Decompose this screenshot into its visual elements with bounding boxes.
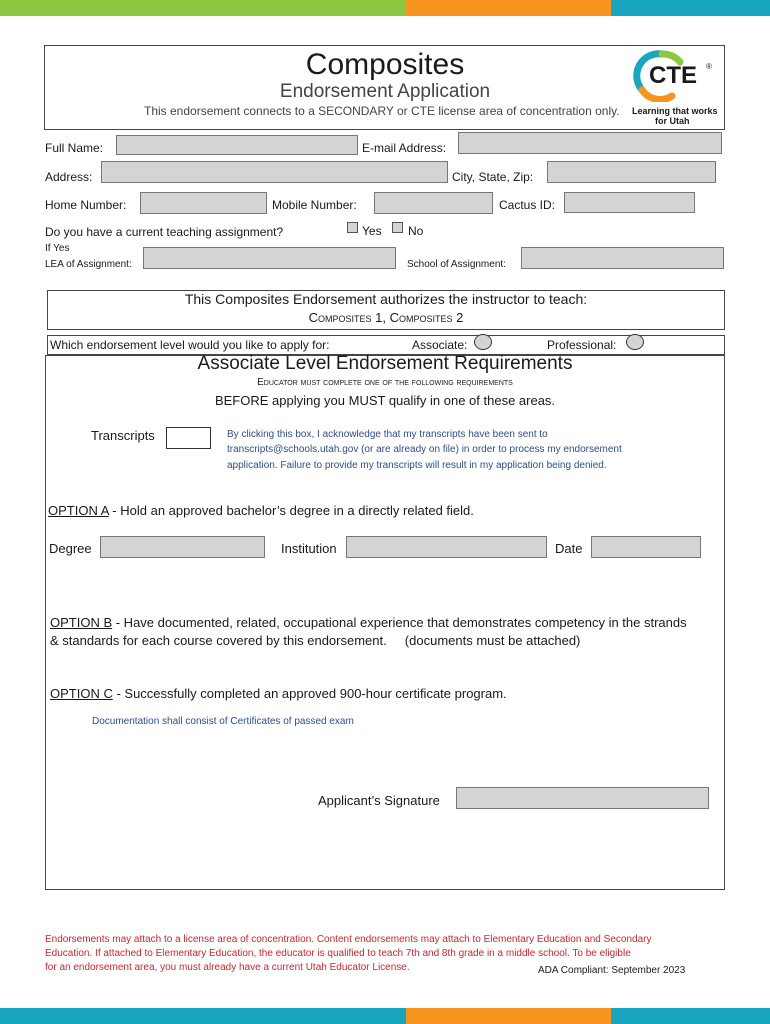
school-label: School of Assignment:	[407, 259, 506, 270]
teaching-question: Do you have a current teaching assignment?	[45, 225, 284, 239]
option-c-text: - Successfully completed an approved 900-hour certificate program.	[112, 686, 507, 701]
professional-radio[interactable]	[626, 334, 644, 350]
degree-label: Degree	[49, 541, 92, 556]
option-a-tag: OPTION A	[48, 503, 109, 518]
top-bar-teal	[611, 0, 770, 16]
mobile-number-field[interactable]	[374, 192, 493, 214]
signature-label: Applicant’s Signature	[318, 793, 440, 808]
cte-logo-registered: ®	[706, 62, 712, 71]
date-field[interactable]	[591, 536, 701, 558]
level-question: Which endorsement level would you like to apply for:	[50, 338, 330, 352]
cactus-id-field[interactable]	[564, 192, 695, 213]
authorizes-line-2: Composites 1, Composites 2	[308, 310, 464, 325]
bottom-bar-teal-right	[611, 1008, 770, 1024]
cactus-id-label: Cactus ID:	[499, 198, 556, 212]
bottom-bar-orange	[406, 1008, 611, 1024]
cte-logo	[632, 50, 716, 130]
date-label: Date	[555, 541, 583, 556]
option-c-tag: OPTION C	[50, 686, 113, 701]
ada-compliance: ADA Compliant: September 2023	[538, 965, 686, 976]
full-name-field[interactable]	[116, 135, 358, 155]
cte-tagline-2: for Utah	[655, 116, 690, 126]
cte-logo-text: CTE	[649, 62, 697, 89]
full-name-label: Full Name:	[45, 141, 104, 155]
email-field[interactable]	[458, 132, 722, 154]
requirements-sub-1: Educator must complete one of the following requirements	[257, 377, 513, 388]
header-note: This endorsement connects to a SECONDARY or CTE license area of concentration only.	[144, 104, 620, 118]
city-state-zip-field[interactable]	[547, 161, 716, 183]
lea-label: LEA of Assignment:	[45, 259, 132, 270]
option-b-tag: OPTION B	[50, 615, 113, 630]
home-number-label: Home Number:	[45, 198, 127, 212]
home-number-field[interactable]	[140, 192, 267, 214]
associate-radio[interactable]	[474, 334, 492, 350]
cte-tagline-1: Learning that works	[632, 106, 718, 116]
footer-line-2: Education. If attached to Elementary Education, the educator is qualified to teach 7th and 8th grade in a middle school. To be eligible	[45, 948, 631, 959]
option-b-text-2: & standards for each course covered by this endorsement. (documents must be attached)	[50, 633, 581, 648]
signature-field[interactable]	[456, 787, 709, 809]
footer-line-1: Endorsements may attach to a license area of concentration. Content endorsements may attach to Elementary Education and Secondary	[45, 934, 652, 945]
form-subtitle: Endorsement Application	[279, 81, 491, 102]
associate-label: Associate:	[412, 338, 468, 352]
requirements-title: Associate Level Endorsement Requirements	[197, 353, 573, 374]
yes-checkbox[interactable]	[347, 222, 358, 233]
degree-field[interactable]	[100, 536, 265, 558]
bottom-bar-teal	[0, 1008, 406, 1024]
option-c-note: Documentation shall consist of Certificates of passed exam	[92, 716, 354, 727]
option-b	[50, 615, 687, 630]
option-b-text: - Have documented, related, occupational experience that demonstrates competency in the strands	[112, 615, 687, 630]
yes-label: Yes	[362, 224, 382, 238]
top-bar-green	[0, 0, 406, 16]
city-state-zip-label: City, State, Zip:	[452, 170, 534, 184]
no-label: No	[408, 224, 424, 238]
institution-field[interactable]	[346, 536, 547, 558]
transcripts-note-2: transcripts@schools.utah.gov (or are already on file) in order to process my endorsement	[227, 444, 622, 455]
top-bar-orange	[406, 0, 611, 16]
transcripts-label: Transcripts	[91, 428, 155, 443]
school-field[interactable]	[521, 247, 724, 269]
mobile-number-label: Mobile Number:	[272, 198, 357, 212]
transcripts-checkbox[interactable]	[166, 427, 211, 449]
option-c	[50, 686, 507, 701]
transcripts-note-3: application. Failure to provide my transcripts will result in my application being denied.	[227, 460, 607, 471]
email-label: E-mail Address:	[362, 141, 447, 155]
form-title: Composites	[305, 48, 465, 81]
option-a-text: - Hold an approved bachelor’s degree in a directly related field.	[108, 503, 474, 518]
option-a	[48, 503, 474, 518]
address-field[interactable]	[101, 161, 448, 183]
address-label: Address:	[45, 170, 93, 184]
lea-field[interactable]	[143, 247, 396, 269]
transcripts-note-1: By clicking this box, I acknowledge that my transcripts have been sent to	[227, 429, 548, 440]
authorizes-line-1: This Composites Endorsement authorizes the instructor to teach:	[184, 291, 588, 307]
footer-line-3: for an endorsement area, you must already have a current Utah Educator License.	[45, 962, 410, 973]
institution-label: Institution	[281, 541, 337, 556]
no-checkbox[interactable]	[392, 222, 403, 233]
professional-label: Professional:	[547, 338, 617, 352]
requirements-sub-2: BEFORE applying you MUST qualify in one of these areas.	[214, 393, 556, 408]
if-yes-label: If Yes	[45, 243, 70, 254]
